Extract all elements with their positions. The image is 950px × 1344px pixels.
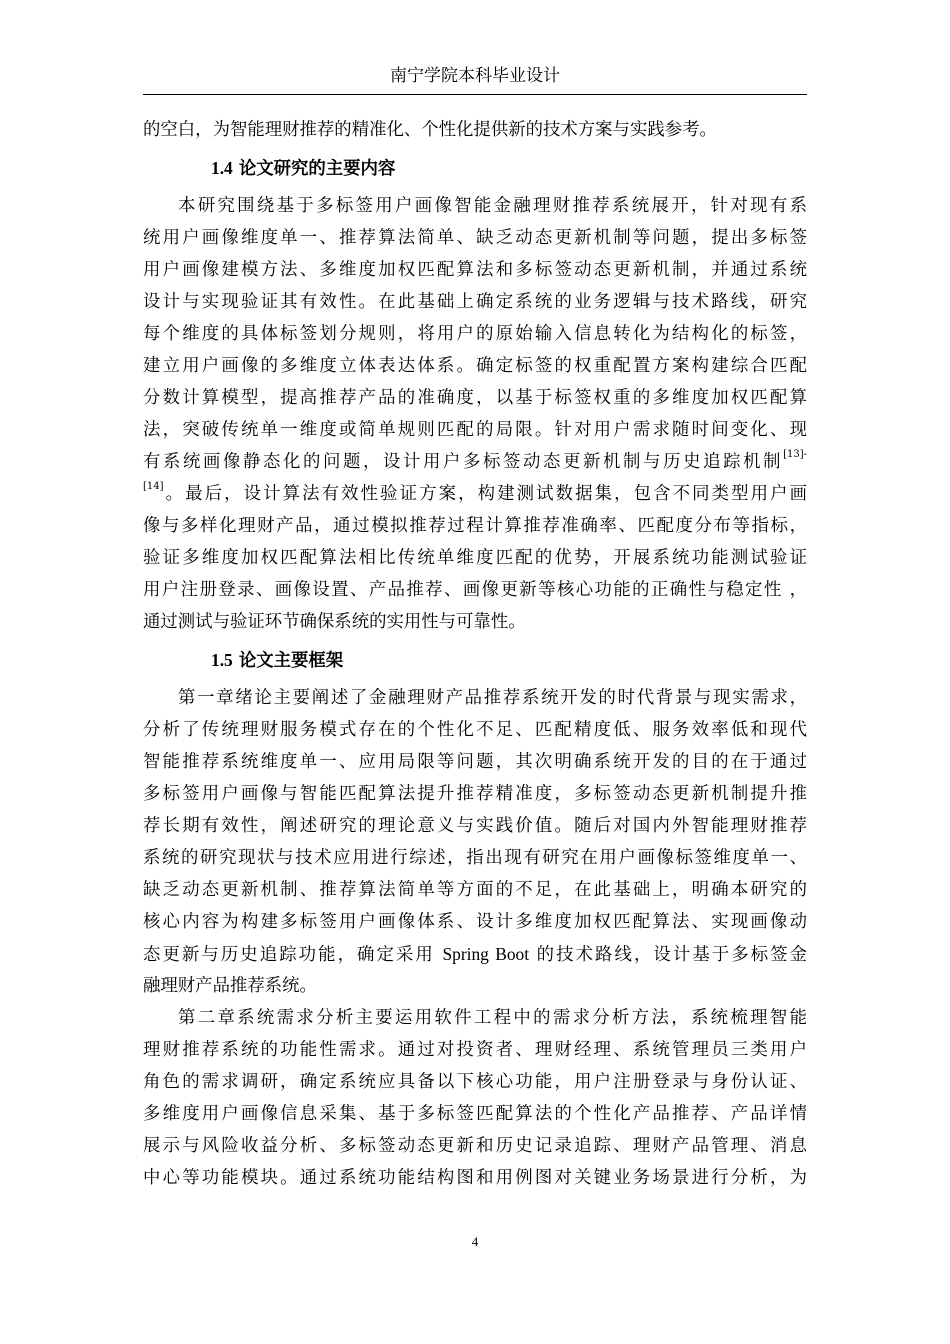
paragraph-line: 本研究围绕基于多标签用户画像智能金融理财推荐系统展开，针对现有系	[178, 196, 807, 216]
document-body	[143, 114, 807, 1194]
paragraph-line: 展示与风险收益分析、多标签动态更新和历史记录追踪、理财产品管理、消息	[143, 1136, 807, 1156]
paragraph-line: 设计与实现验证其有效性。在此基础上确定系统的业务逻辑与技术路线，研究	[143, 292, 807, 312]
paragraph-line: 核心内容为构建多标签用户画像体系、设计多维度加权匹配算法、实现画像动	[143, 912, 807, 932]
paragraph-line: 每个维度的具体标签划分规则，将用户的原始输入信息转化为结构化的标签，	[143, 324, 807, 344]
paragraph-line: 荐长期有效性，阐述研究的理论意义与实践价值。随后对国内外智能理财推荐	[143, 816, 807, 836]
paragraph-line: 分析了传统理财服务模式存在的个性化不足、匹配精度低、服务效率低和现代	[143, 720, 807, 740]
paragraph-line	[143, 938, 807, 970]
paragraph-line	[143, 478, 807, 510]
paragraph-line: 系统的研究现状与技术应用进行综述，指出现有研究在用户画像标签维度单一、	[143, 848, 807, 868]
paragraph-line: 第二章系统需求分析主要运用软件工程中的需求分析方法，系统梳理智能	[178, 1008, 807, 1028]
header-rule	[143, 94, 807, 95]
paragraph-line: 角色的需求调研，确定系统应具备以下核心功能，用户注册登录与身份认证、	[143, 1072, 807, 1092]
section-number: 1.5	[211, 650, 233, 670]
citation-marker: [13]-	[783, 449, 807, 460]
paragraph-line: 像与多样化理财产品，通过模拟推荐过程计算推荐准确率、匹配度分布等指标，	[143, 516, 807, 536]
paragraph-line: 分数计算模型，提高推荐产品的准确度，以基于标签权重的多维度加权匹配算	[143, 388, 807, 408]
paragraph-line: 缺乏动态更新机制、推荐算法简单等方面的不足，在此基础上，明确本研究的	[143, 880, 807, 900]
paragraph-line: 第一章绪论主要阐述了金融理财产品推荐系统开发的时代背景与现实需求，	[178, 688, 807, 708]
section-heading-1-4	[143, 152, 807, 184]
paragraph-line: 建立用户画像的多维度立体表达体系。确定标签的权重配置方案构建综合匹配	[143, 356, 807, 376]
paragraph-line: 用户画像建模方法、多维度加权匹配算法和多标签动态更新机制，并通过系统	[143, 260, 807, 280]
paragraph-line: 用户注册登录、画像设置、产品推荐、画像更新等核心功能的正确性与稳定性 ，	[143, 580, 807, 600]
paragraph-line: 通过测试与验证环节确保系统的实用性与可靠性。	[143, 612, 526, 632]
citation-marker: [14]	[143, 481, 164, 492]
section-title: 论文主要框架	[238, 651, 344, 671]
line-text: 的技术路线，设计基于多标签金	[529, 945, 808, 965]
line-text: 。最后，设计算法有效性验证方案，构建测试数据集，包含不同类型用户画	[163, 484, 807, 504]
section-number: 1.4	[211, 158, 233, 178]
section-title: 论文研究的主要内容	[238, 159, 396, 179]
section-heading-1-5	[143, 644, 807, 676]
line-text: 态更新与历史追踪功能，确定采用	[143, 945, 443, 965]
paragraph-line: 多维度用户画像信息采集、基于多标签匹配算法的个性化产品推荐、产品详情	[143, 1104, 807, 1124]
paragraph-line: 验证多维度加权匹配算法相比传统单维度匹配的优势，开展系统功能测试验证	[143, 548, 807, 568]
paragraph-line: 法，突破传统单一维度或简单规则匹配的局限。针对用户需求随时间变化、现	[143, 420, 807, 440]
intro-line: 的空白，为智能理财推荐的精准化、个性化提供新的技术方案与实践参考。	[143, 120, 717, 140]
paragraph-line: 智能推荐系统维度单一、应用局限等问题，其次明确系统开发的目的在于通过	[143, 752, 807, 772]
paragraph-line: 中心等功能模块。通过系统功能结构图和用例图对关键业务场景进行分析，为	[143, 1168, 807, 1188]
line-text: 有系统画像静态化的问题，设计用户多标签动态更新机制与历史追踪机制	[143, 452, 784, 472]
running-header: 南宁学院本科毕业设计	[390, 66, 560, 86]
tech-term: Spring Boot	[442, 944, 530, 964]
page-number: 4	[471, 1234, 479, 1249]
paragraph-line: 融理财产品推荐系统。	[143, 976, 317, 996]
paragraph-line: 统用户画像维度单一、推荐算法简单、缺乏动态更新机制等问题，提出多标签	[143, 228, 807, 248]
paragraph-line: 多标签用户画像与智能匹配算法提升推荐精准度，多标签动态更新机制提升推	[143, 784, 807, 804]
paragraph-line: 理财推荐系统的功能性需求。通过对投资者、理财经理、系统管理员三类用户	[143, 1040, 807, 1060]
paragraph-line	[143, 446, 807, 478]
